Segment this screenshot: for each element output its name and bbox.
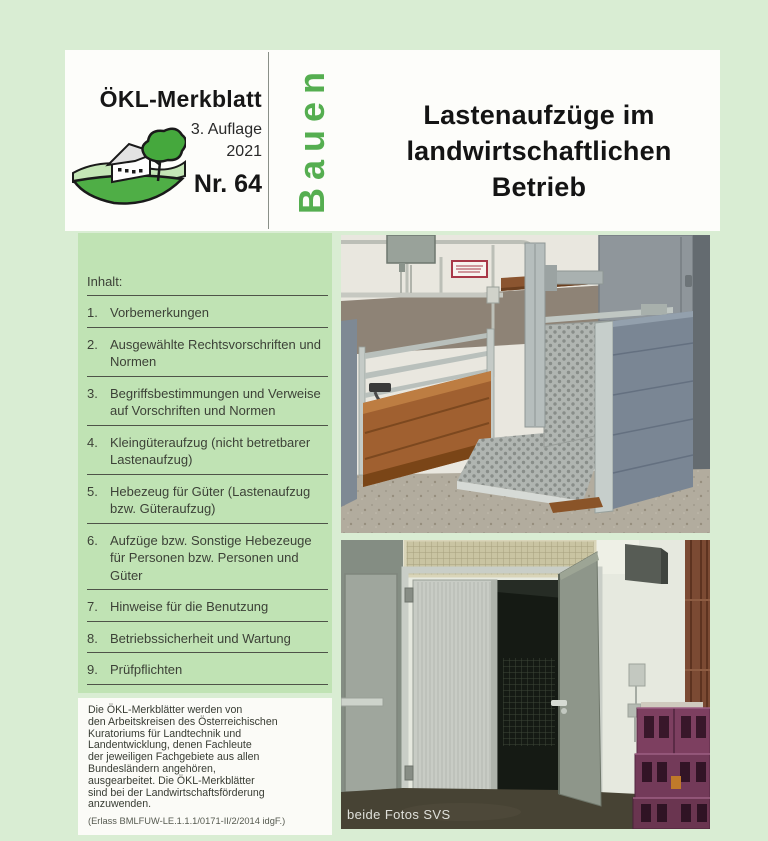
toc-divider	[87, 295, 328, 296]
toc-item-label: Begriffsbestimmungen und Verweise auf Vorschriften und Normen	[110, 385, 321, 418]
footer-note-line: der jeweiligen Fachgebiete aus allen	[88, 751, 260, 764]
toc-divider	[87, 652, 328, 653]
footer-note-line: Die ÖKL-Merkblätter werden von	[88, 704, 243, 716]
footer-note-line: ausgearbeitet. Die ÖKL-Merkblätter	[88, 774, 255, 787]
photo-lift-doors	[341, 540, 710, 829]
lift-doors-illustration	[341, 540, 710, 829]
toc-item-number: 1.	[87, 305, 98, 320]
toc-divider	[87, 523, 328, 524]
footer-note-panel	[78, 698, 332, 835]
toc-item-number: 3.	[87, 385, 98, 401]
toc-divider	[87, 474, 328, 475]
toc-item	[87, 385, 328, 420]
toc-item-number: 9.	[87, 662, 98, 677]
toc-item	[87, 336, 328, 371]
toc-item-label: Kleingüteraufzug (nicht betretbarer Lastenaufzug)	[110, 434, 311, 467]
erlass-reference: (Erlass BMLFUW-LE.1.1.1/0171-II/2/2014 idgF.)	[88, 816, 286, 827]
toc-divider	[87, 589, 328, 590]
toc-divider	[87, 425, 328, 426]
toc-item	[87, 532, 328, 585]
page-title	[363, 97, 715, 205]
toc-item	[87, 598, 328, 616]
toc-item-number: 6.	[87, 532, 98, 548]
series-title: ÖKL-Merkblatt	[99, 86, 262, 112]
footer-note-line: Bundesländern angehören,	[88, 762, 216, 775]
footer-note-line: sind bei der Landwirtschaftsförderung	[88, 786, 265, 799]
toc-item-label: Prüfpflichten	[110, 662, 183, 677]
toc-item-label: Ausgewählte Rechtsvorschriften und Normen	[110, 336, 322, 369]
masthead-divider	[268, 52, 269, 229]
photo-caption: beide Fotos SVS	[347, 807, 451, 822]
toc-item-number: 4.	[87, 434, 98, 450]
lift-platform-illustration	[341, 235, 710, 533]
footer-note-line: Kuratoriums für Landtechnik und	[88, 727, 242, 740]
toc-item-label: Hebezeug für Güter (Lastenaufzug bzw. Güteraufzug)	[110, 483, 311, 516]
edition-label: 3. Auflage	[190, 121, 262, 138]
toc-divider	[87, 684, 328, 685]
issue-number: Nr. 64	[193, 170, 262, 198]
footer-note-line: den Arbeitskreisen des Österreichischen	[88, 715, 278, 728]
page-title-line: landwirtschaftlichen	[406, 136, 672, 166]
toc-item-number: 2.	[87, 336, 98, 352]
masthead	[70, 86, 262, 198]
footer-note-line: Landentwicklung, denen Fachleute	[88, 739, 252, 752]
toc-divider	[87, 621, 328, 622]
toc-item-label: Aufzüge bzw. Sonstige Hebezeuge für Personen bzw. Personen und Güter	[110, 532, 312, 583]
toc-item	[87, 483, 328, 518]
toc-item	[87, 304, 328, 322]
toc-item	[87, 434, 328, 469]
page-title-line: Lastenaufzüge im	[423, 100, 655, 130]
toc-item-number: 8.	[87, 630, 98, 646]
toc-item-number: 5.	[87, 483, 98, 499]
year-label: 2021	[226, 143, 262, 160]
toc-item-number: 7.	[87, 599, 98, 614]
toc-item	[87, 630, 328, 648]
toc-heading: Inhalt:	[87, 274, 123, 289]
footer-note-line: anzuwenden.	[88, 798, 152, 811]
photo-lift-platform	[341, 235, 710, 533]
toc-item-label: Hinweise für die Benutzung	[110, 599, 269, 614]
toc-item-label: Betriebssicherheit und Wartung	[110, 630, 291, 646]
toc-divider	[87, 327, 328, 328]
toc-item	[87, 661, 328, 679]
toc-item-label: Vorbemerkungen	[110, 305, 210, 320]
category-vertical-label: Bauen	[291, 63, 332, 215]
page-title-line: Betrieb	[491, 172, 587, 202]
toc-panel	[78, 233, 332, 693]
toc-divider	[87, 376, 328, 377]
